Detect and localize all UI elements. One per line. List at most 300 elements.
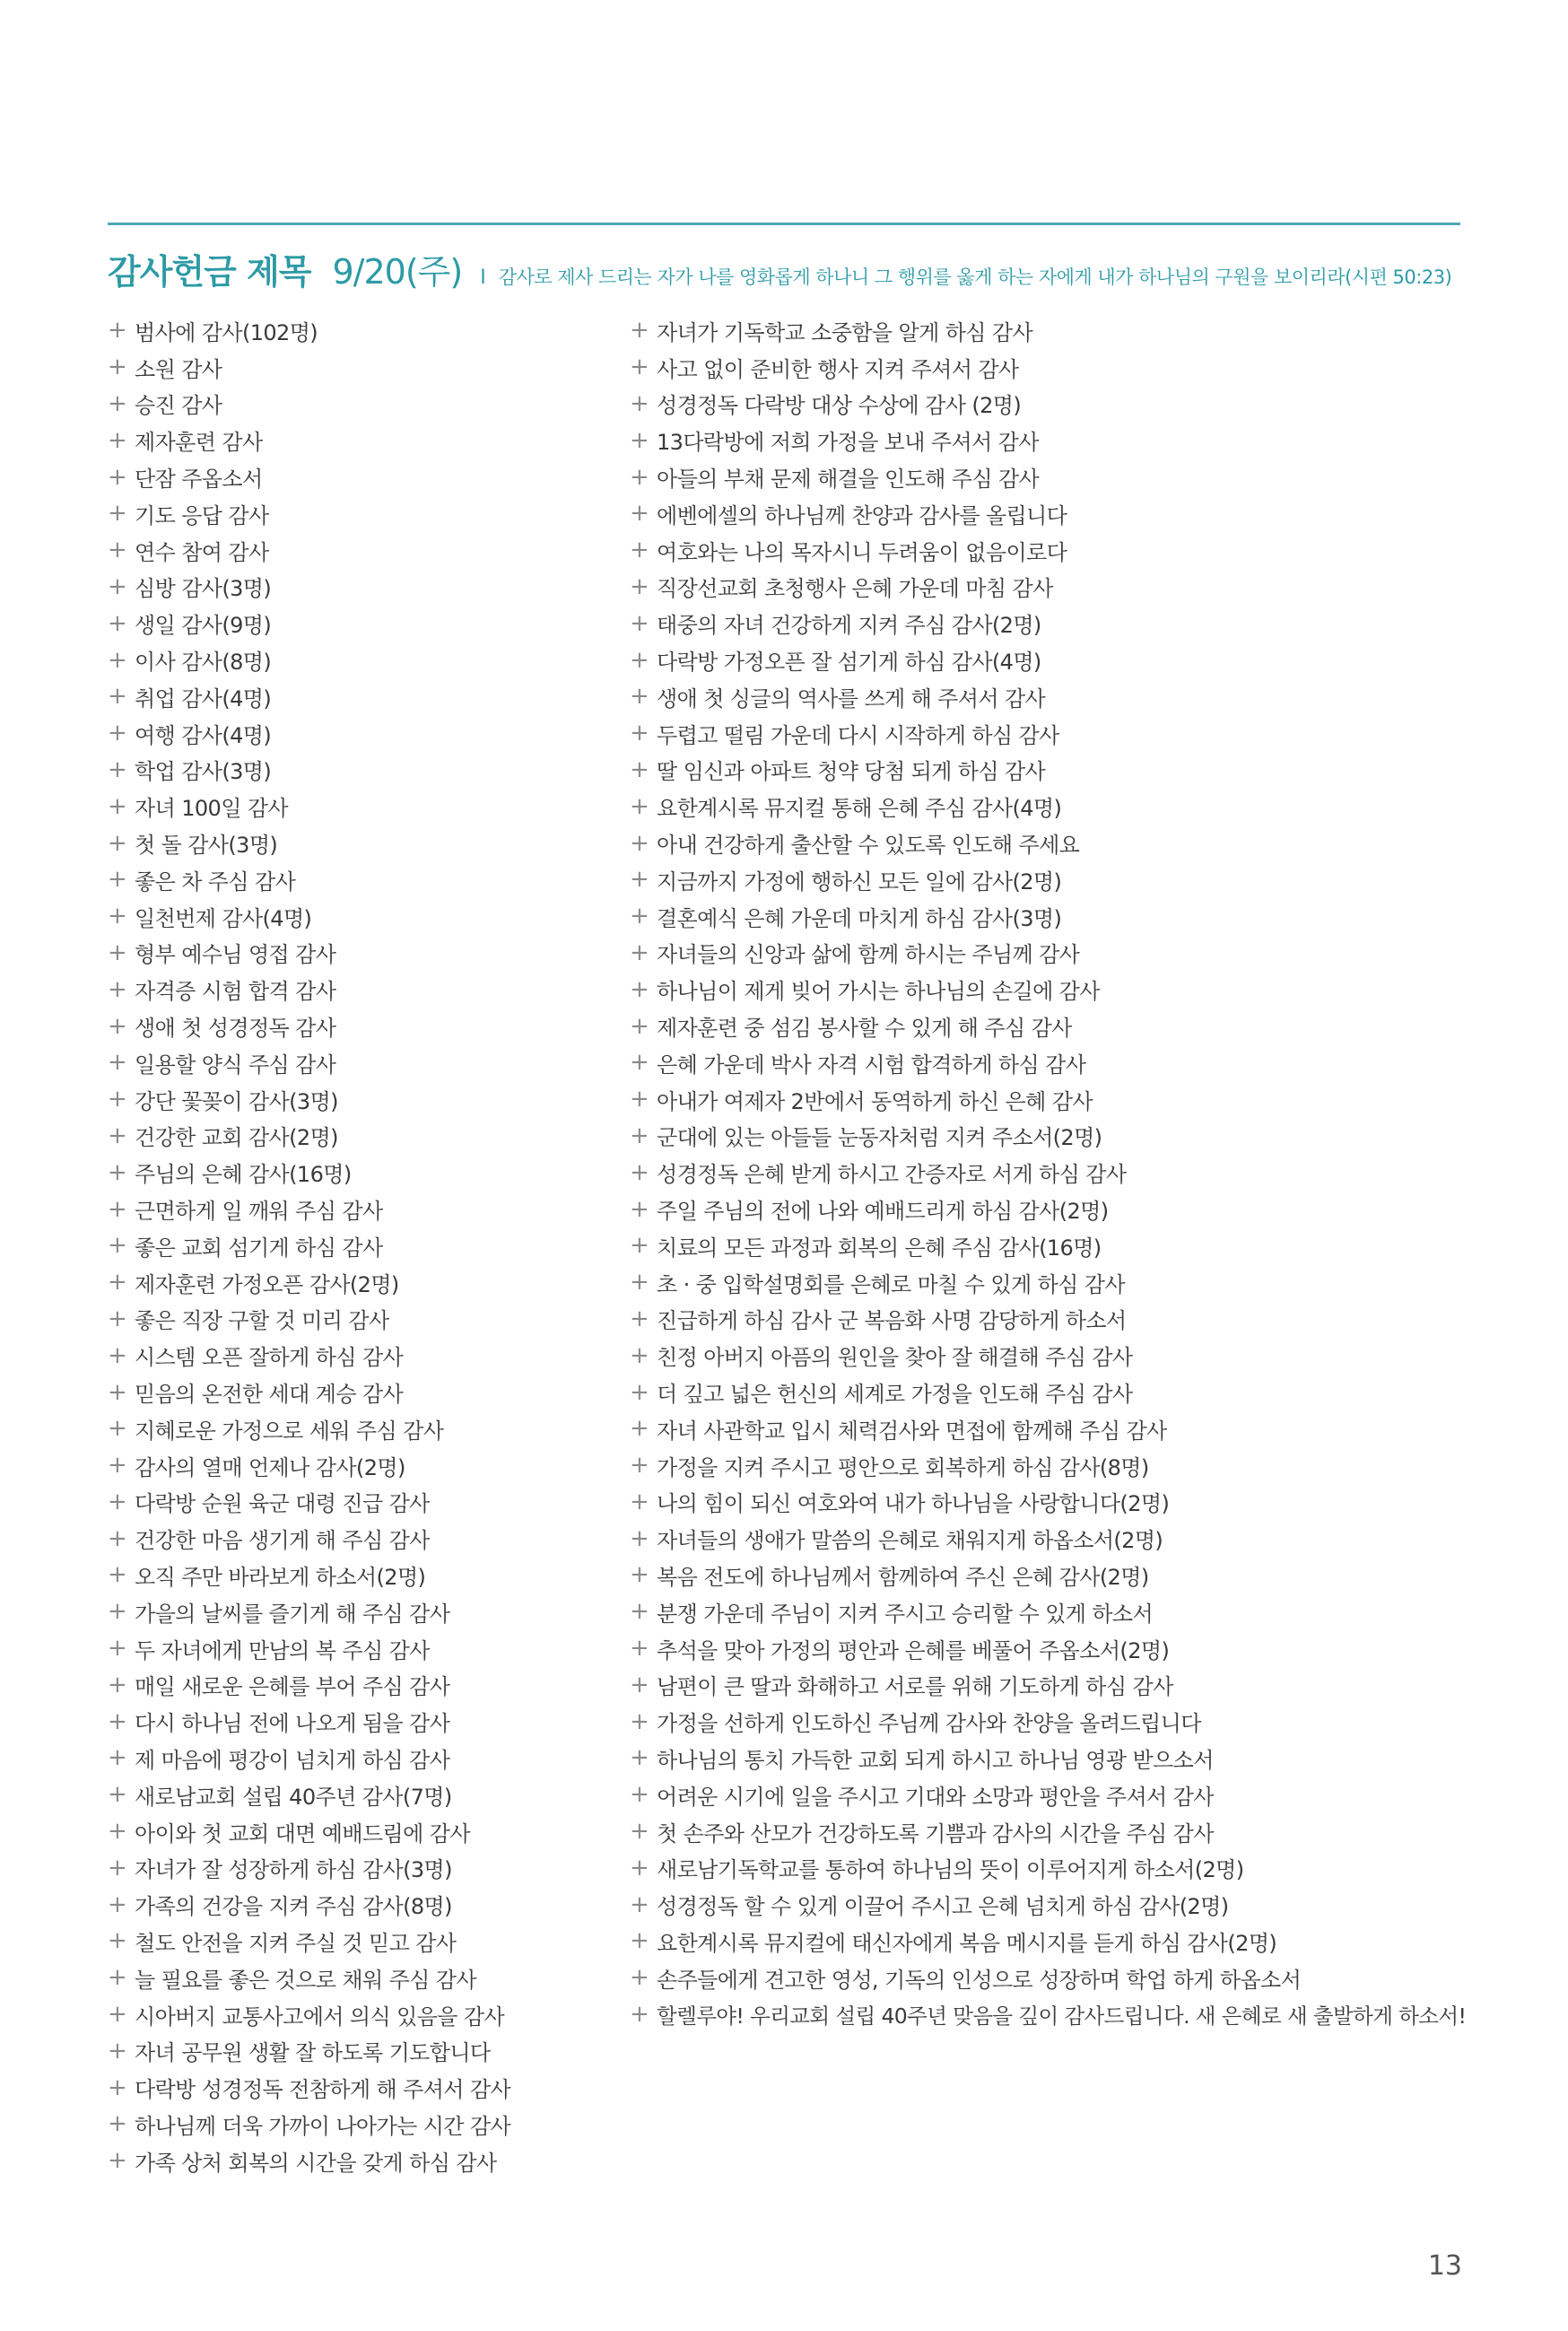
plus-icon: + bbox=[108, 389, 127, 417]
list-item-text: 더 깊고 넓은 헌신의 세계로 가정을 인도해 주심 감사 bbox=[657, 1382, 1133, 1407]
list-item-text: 생일 감사(9명) bbox=[135, 613, 272, 639]
list-item-text: 주일 주님의 전에 나와 예배드리게 하심 감사(2명) bbox=[657, 1199, 1109, 1225]
list-item-text: 아들의 부채 문제 해결을 인도해 주심 감사 bbox=[657, 467, 1040, 493]
plus-icon: + bbox=[108, 2147, 127, 2175]
plus-icon: + bbox=[108, 1232, 127, 1260]
plus-icon: + bbox=[630, 829, 649, 857]
list-item-text: 범사에 감사(102명) bbox=[135, 319, 318, 345]
plus-icon: + bbox=[630, 1415, 649, 1443]
list-item bbox=[630, 1557, 1473, 1593]
plus-icon: + bbox=[630, 1122, 649, 1149]
list-item bbox=[630, 971, 1473, 1008]
page-number: 13 bbox=[1427, 2250, 1462, 2282]
plus-icon: + bbox=[108, 1086, 127, 1113]
plus-icon: + bbox=[630, 1524, 649, 1552]
list-item bbox=[630, 312, 1473, 349]
list-item-text: 직장선교회 초청행사 은혜 가운데 마침 감사 bbox=[657, 576, 1053, 602]
list-item bbox=[630, 898, 1473, 935]
plus-icon: + bbox=[630, 683, 649, 711]
plus-icon: + bbox=[108, 1269, 127, 1296]
plus-icon: + bbox=[108, 1781, 127, 1809]
plus-icon: + bbox=[108, 646, 127, 674]
list-item bbox=[108, 1374, 610, 1410]
list-item-text: 형부 예수님 영접 감사 bbox=[135, 942, 336, 968]
list-item-text: 하나님께 더욱 가까이 나아가는 시간 감사 bbox=[135, 2113, 511, 2139]
list-item bbox=[108, 1777, 610, 1813]
list-item-text: 제자훈련 감사 bbox=[135, 430, 263, 456]
list-item-text: 지혜로운 가정으로 세워 주심 감사 bbox=[135, 1418, 444, 1444]
list-item bbox=[630, 1996, 1473, 2033]
plus-icon: + bbox=[108, 426, 127, 454]
plus-icon: + bbox=[630, 1598, 649, 1626]
plus-icon: + bbox=[630, 939, 649, 966]
list-item bbox=[630, 1484, 1473, 1521]
list-item bbox=[108, 605, 610, 642]
plus-icon: + bbox=[630, 975, 649, 1003]
plus-icon: + bbox=[630, 1378, 649, 1406]
header-separator: I bbox=[480, 266, 486, 289]
left-column-list bbox=[108, 312, 610, 2179]
list-item bbox=[108, 349, 610, 386]
plus-icon: + bbox=[108, 903, 127, 930]
list-item-text: 가정을 지켜 주시고 평안으로 회복하게 하심 감사(8명) bbox=[657, 1454, 1149, 1480]
list-item bbox=[108, 458, 610, 495]
list-item-text: 자녀가 기독학교 소중함을 알게 하심 감사 bbox=[657, 319, 1033, 345]
list-item-text: 하나님이 제게 빚어 가시는 하나님의 손길에 감사 bbox=[657, 979, 1100, 1005]
plus-icon: + bbox=[108, 572, 127, 600]
list-item-text: 이사 감사(8명) bbox=[135, 650, 272, 676]
list-item bbox=[630, 605, 1473, 642]
list-item-text: 주님의 은혜 감사(16명) bbox=[135, 1162, 352, 1188]
list-item-text: 철도 안전을 지켜 주실 것 믿고 감사 bbox=[135, 1930, 457, 1956]
plus-icon: + bbox=[108, 2001, 127, 2029]
plus-icon: + bbox=[630, 389, 649, 417]
list-item bbox=[108, 2032, 610, 2069]
list-item bbox=[108, 1410, 610, 1447]
plus-icon: + bbox=[630, 866, 649, 894]
list-item bbox=[630, 1374, 1473, 1410]
plus-icon: + bbox=[108, 1927, 127, 1955]
plus-icon: + bbox=[630, 1488, 649, 1515]
list-item-text: 좋은 교회 섬기게 하심 감사 bbox=[135, 1235, 383, 1261]
list-item-text: 생애 첫 성경정독 감사 bbox=[135, 1016, 336, 1042]
list-item bbox=[108, 752, 610, 789]
list-item bbox=[108, 1923, 610, 1960]
list-item-text: 성경정독 할 수 있게 이끌어 주시고 은혜 넘치게 하심 감사(2명) bbox=[657, 1894, 1229, 1920]
list-item-text: 늘 필요를 좋은 것으로 채워 주심 감사 bbox=[135, 1967, 476, 1993]
list-item bbox=[630, 1666, 1473, 1703]
plus-icon: + bbox=[108, 829, 127, 857]
list-item bbox=[630, 1301, 1473, 1338]
list-item bbox=[630, 1740, 1473, 1777]
bible-verse: 감사로 제사 드리는 자가 나를 영화롭게 하나니 그 행위를 옳게 하는 자에게 내가 하나님의 구원을 보이리라(시편 50:23) bbox=[498, 266, 1452, 288]
list-item bbox=[108, 1008, 610, 1044]
list-item bbox=[630, 642, 1473, 678]
list-item bbox=[630, 1923, 1473, 1960]
plus-icon: + bbox=[630, 755, 649, 783]
list-item-text: 성경정독 은혜 받게 하시고 간증자로 서게 하심 감사 bbox=[657, 1162, 1127, 1188]
plus-icon: + bbox=[108, 1378, 127, 1406]
list-item bbox=[630, 1886, 1473, 1923]
list-item bbox=[630, 1849, 1473, 1886]
plus-icon: + bbox=[630, 500, 649, 528]
plus-icon: + bbox=[108, 2037, 127, 2065]
list-item bbox=[630, 1154, 1473, 1191]
plus-icon: + bbox=[630, 2001, 649, 2029]
plus-icon: + bbox=[630, 1195, 649, 1223]
plus-icon: + bbox=[108, 975, 127, 1003]
list-item-text: 딸 임신과 아파트 청약 당첨 되게 하심 감사 bbox=[657, 759, 1046, 785]
list-item bbox=[108, 1703, 610, 1740]
list-item bbox=[108, 1593, 610, 1630]
list-item-text: 자녀가 잘 성장하게 하심 감사(3명) bbox=[135, 1857, 452, 1883]
plus-icon: + bbox=[108, 537, 127, 564]
list-item bbox=[108, 1301, 610, 1338]
list-item-text: 가족 상처 회복의 시간을 갖게 하심 감사 bbox=[135, 2150, 497, 2176]
list-item bbox=[630, 1593, 1473, 1630]
list-item bbox=[108, 1520, 610, 1557]
list-item bbox=[108, 1227, 610, 1264]
list-item bbox=[630, 1630, 1473, 1667]
list-item-text: 복음 전도에 하나님께서 함께하여 주신 은혜 감사(2명) bbox=[657, 1564, 1149, 1590]
list-item-text: 어려운 시기에 일을 주시고 기대와 소망과 평안을 주셔서 감사 bbox=[657, 1784, 1214, 1810]
list-item-text: 두 자녀에게 만남의 복 주심 감사 bbox=[135, 1637, 430, 1663]
list-item-text: 성경정독 다락방 대상 수상에 감사 (2명) bbox=[657, 393, 1022, 419]
plus-icon: + bbox=[108, 1561, 127, 1589]
list-item-text: 가정을 선하게 인도하신 주님께 감사와 찬양을 올려드립니다 bbox=[657, 1711, 1201, 1737]
list-item bbox=[630, 1118, 1473, 1155]
list-item-text: 에벤에셀의 하나님께 찬양과 감사를 올립니다 bbox=[657, 502, 1067, 528]
list-item bbox=[108, 2143, 610, 2179]
plus-icon: + bbox=[108, 1305, 127, 1332]
list-item bbox=[630, 1008, 1473, 1044]
list-item-text: 좋은 차 주심 감사 bbox=[135, 869, 296, 895]
plus-icon: + bbox=[630, 1305, 649, 1332]
plus-icon: + bbox=[630, 572, 649, 600]
list-item bbox=[630, 422, 1473, 458]
list-item bbox=[630, 495, 1473, 532]
list-item bbox=[108, 678, 610, 715]
list-item-text: 첫 돌 감사(3명) bbox=[135, 833, 278, 859]
list-item bbox=[108, 1960, 610, 1996]
plus-icon: + bbox=[108, 755, 127, 783]
plus-icon: + bbox=[630, 317, 649, 345]
list-item-text: 새로남기독학교를 통하여 하나님의 뜻이 이루어지게 하소서(2명) bbox=[657, 1857, 1244, 1883]
list-item bbox=[630, 715, 1473, 752]
header-rule bbox=[108, 223, 1460, 225]
list-item bbox=[630, 1813, 1473, 1850]
list-item bbox=[108, 569, 610, 606]
plus-icon: + bbox=[630, 537, 649, 564]
list-item-text: 소원 감사 bbox=[135, 356, 222, 382]
list-item bbox=[630, 1337, 1473, 1374]
list-item-text: 일천번제 감사(4명) bbox=[135, 905, 312, 931]
plus-icon: + bbox=[108, 1854, 127, 1881]
plus-icon: + bbox=[108, 792, 127, 820]
list-item bbox=[630, 788, 1473, 825]
list-item-text: 시아버지 교통사고에서 의식 있음을 감사 bbox=[135, 2004, 505, 2030]
plus-icon: + bbox=[108, 317, 127, 345]
list-item-text: 일용할 양식 주심 감사 bbox=[135, 1052, 336, 1078]
list-item-text: 자녀 100일 감사 bbox=[135, 796, 288, 822]
plus-icon: + bbox=[630, 1854, 649, 1881]
list-item-text: 건강한 교회 감사(2명) bbox=[135, 1125, 338, 1151]
plus-icon: + bbox=[630, 1744, 649, 1772]
plus-icon: + bbox=[630, 1341, 649, 1369]
list-item bbox=[630, 1447, 1473, 1484]
list-item bbox=[108, 1264, 610, 1301]
plus-icon: + bbox=[630, 903, 649, 930]
list-item-text: 진급하게 하심 감사 군 복음화 사명 감당하게 하소서 bbox=[657, 1308, 1127, 1334]
list-item-text: 매일 새로운 은혜를 부어 주심 감사 bbox=[135, 1674, 450, 1700]
list-item bbox=[630, 349, 1473, 386]
plus-icon: + bbox=[630, 1707, 649, 1735]
list-item-text: 연수 참여 감사 bbox=[135, 539, 269, 565]
plus-icon: + bbox=[630, 1561, 649, 1589]
plus-icon: + bbox=[108, 609, 127, 637]
list-item bbox=[108, 715, 610, 752]
list-item bbox=[630, 1520, 1473, 1557]
plus-icon: + bbox=[108, 1122, 127, 1149]
list-item bbox=[630, 861, 1473, 898]
list-item-text: 태중의 자녀 건강하게 지켜 주심 감사(2명) bbox=[657, 613, 1041, 639]
page-header bbox=[108, 244, 1471, 292]
list-item bbox=[630, 1410, 1473, 1447]
list-item bbox=[108, 312, 610, 349]
list-item bbox=[630, 1960, 1473, 1996]
list-item bbox=[108, 1484, 610, 1521]
list-item-text: 취업 감사(4명) bbox=[135, 685, 272, 712]
plus-icon: + bbox=[108, 1598, 127, 1626]
list-item bbox=[108, 935, 610, 972]
plus-icon: + bbox=[108, 1818, 127, 1846]
list-item-text: 승진 감사 bbox=[135, 393, 222, 419]
list-item-text: 나의 힘이 되신 여호와여 내가 하나님을 사랑합니다(2명) bbox=[657, 1491, 1170, 1517]
plus-icon: + bbox=[630, 1890, 649, 1918]
list-item bbox=[108, 495, 610, 532]
plus-icon: + bbox=[630, 720, 649, 747]
plus-icon: + bbox=[630, 354, 649, 381]
plus-icon: + bbox=[630, 1232, 649, 1260]
list-item-text: 첫 손주와 산모가 건강하도록 기쁨과 감사의 시간을 주심 감사 bbox=[657, 1820, 1214, 1846]
plus-icon: + bbox=[630, 1927, 649, 1955]
list-item bbox=[108, 1337, 610, 1374]
list-item bbox=[630, 532, 1473, 569]
list-item bbox=[630, 935, 1473, 972]
list-item-text: 제 마음에 평강이 넘치게 하심 감사 bbox=[135, 1747, 450, 1773]
list-item-text: 분쟁 가운데 주님이 지켜 주시고 승리할 수 있게 하소서 bbox=[657, 1601, 1154, 1627]
list-item-text: 자녀들의 생애가 말씀의 은혜로 채워지게 하옵소서(2명) bbox=[657, 1528, 1163, 1554]
list-item bbox=[108, 1849, 610, 1886]
list-item bbox=[108, 532, 610, 569]
plus-icon: + bbox=[630, 1964, 649, 1992]
list-item bbox=[108, 1081, 610, 1118]
plus-icon: + bbox=[108, 500, 127, 528]
list-item bbox=[108, 1886, 610, 1923]
list-item-text: 할렐루야! 우리교회 설립 40주년 맞음을 깊이 감사드립니다. 새 은혜로 새 출발하게 하소서! bbox=[657, 2004, 1467, 2030]
list-item bbox=[108, 971, 610, 1008]
list-item bbox=[108, 642, 610, 678]
list-item-text: 추석을 맞아 가정의 평안과 은혜를 베풀어 주옵소서(2명) bbox=[657, 1637, 1170, 1663]
list-item-text: 기도 응답 감사 bbox=[135, 502, 269, 528]
plus-icon: + bbox=[108, 1158, 127, 1186]
list-item-text: 자녀 공무원 생활 잘 하도록 기도합니다 bbox=[135, 2040, 491, 2066]
plus-icon: + bbox=[108, 720, 127, 747]
list-item bbox=[108, 1996, 610, 2033]
list-item bbox=[108, 1447, 610, 1484]
list-item bbox=[630, 752, 1473, 789]
list-item bbox=[630, 1044, 1473, 1081]
list-item bbox=[108, 1154, 610, 1191]
list-item bbox=[108, 1118, 610, 1155]
list-item bbox=[630, 1264, 1473, 1301]
list-item-text: 다락방 가정오픈 잘 섬기게 하심 감사(4명) bbox=[657, 650, 1041, 676]
list-item bbox=[108, 1666, 610, 1703]
list-item-text: 요한계시록 뮤지컬에 태신자에게 복음 메시지를 듣게 하심 감사(2명) bbox=[657, 1930, 1277, 1956]
list-item bbox=[630, 458, 1473, 495]
list-item-text: 군대에 있는 아들들 눈동자처럼 지켜 주소서(2명) bbox=[657, 1125, 1102, 1151]
list-item-text: 생애 첫 싱글의 역사를 쓰게 해 주셔서 감사 bbox=[657, 685, 1046, 712]
list-item-text: 아내가 여제자 2반에서 동역하게 하신 은혜 감사 bbox=[657, 1088, 1093, 1114]
list-item-text: 요한계시록 뮤지컬 통해 은혜 주심 감사(4명) bbox=[657, 796, 1062, 822]
list-item bbox=[630, 1227, 1473, 1264]
list-item bbox=[630, 1777, 1473, 1813]
plus-icon: + bbox=[108, 1890, 127, 1918]
list-item-text: 사고 없이 준비한 행사 지켜 주셔서 감사 bbox=[657, 356, 1019, 382]
plus-icon: + bbox=[630, 1158, 649, 1186]
list-item-text: 제자훈련 가정오픈 감사(2명) bbox=[135, 1271, 399, 1297]
plus-icon: + bbox=[630, 1635, 649, 1663]
plus-icon: + bbox=[630, 1671, 649, 1698]
list-item-text: 근면하게 일 깨워 주심 감사 bbox=[135, 1199, 383, 1225]
plus-icon: + bbox=[108, 939, 127, 966]
plus-icon: + bbox=[108, 1671, 127, 1698]
list-item-text: 가을의 날씨를 즐기게 해 주심 감사 bbox=[135, 1601, 450, 1627]
list-item bbox=[108, 898, 610, 935]
plus-icon: + bbox=[108, 1635, 127, 1663]
plus-icon: + bbox=[630, 1049, 649, 1077]
list-item-text: 가족의 건강을 지켜 주심 감사(8명) bbox=[135, 1894, 452, 1920]
list-item-text: 자격증 시험 합격 감사 bbox=[135, 979, 336, 1005]
list-item-text: 은혜 가운데 박사 자격 시험 합격하게 하심 감사 bbox=[657, 1052, 1086, 1078]
list-item-text: 좋은 직장 구할 것 미리 감사 bbox=[135, 1308, 389, 1334]
list-item bbox=[108, 861, 610, 898]
list-item-text: 초 · 중 입학설명회를 은혜로 마칠 수 있게 하심 감사 bbox=[657, 1271, 1125, 1297]
list-item bbox=[108, 1813, 610, 1850]
plus-icon: + bbox=[630, 1818, 649, 1846]
list-item bbox=[630, 1191, 1473, 1227]
list-item-text: 결혼예식 은혜 가운데 마치게 하심 감사(3명) bbox=[657, 905, 1062, 931]
plus-icon: + bbox=[630, 1781, 649, 1809]
list-item bbox=[630, 386, 1473, 423]
list-item-text: 시스템 오픈 잘하게 하심 감사 bbox=[135, 1345, 404, 1371]
list-item bbox=[108, 825, 610, 861]
list-item bbox=[108, 422, 610, 458]
list-item-text: 건강한 마음 생기게 해 주심 감사 bbox=[135, 1528, 430, 1554]
list-item-text: 학업 감사(3명) bbox=[135, 759, 272, 785]
list-item-text: 자녀들의 신앙과 삶에 함께 하시는 주님께 감사 bbox=[657, 942, 1080, 968]
plus-icon: + bbox=[630, 1012, 649, 1040]
list-item bbox=[630, 678, 1473, 715]
list-item bbox=[630, 569, 1473, 606]
list-item-text: 다락방 성경정독 전참하게 해 주셔서 감사 bbox=[135, 2077, 511, 2103]
list-item-text: 하나님의 통치 가득한 교회 되게 하시고 하나님 영광 받으소서 bbox=[657, 1747, 1214, 1773]
plus-icon: + bbox=[108, 1488, 127, 1515]
list-item-text: 손주들에게 견고한 영성, 기독의 인성으로 성장하며 학업 하게 하옵소서 bbox=[657, 1967, 1302, 1993]
list-item bbox=[108, 1191, 610, 1227]
plus-icon: + bbox=[108, 1744, 127, 1772]
list-item-text: 친정 아버지 아픔의 원인을 찾아 잘 해결해 주심 감사 bbox=[657, 1345, 1133, 1371]
plus-icon: + bbox=[630, 1269, 649, 1296]
plus-icon: + bbox=[108, 683, 127, 711]
list-item-text: 남편이 큰 딸과 화해하고 서로를 위해 기도하게 하심 감사 bbox=[657, 1674, 1173, 1700]
list-item bbox=[108, 1557, 610, 1593]
service-date: 9/20(주) bbox=[332, 252, 463, 292]
list-item bbox=[108, 788, 610, 825]
plus-icon: + bbox=[630, 463, 649, 491]
list-item-text: 오직 주만 바라보게 하소서(2명) bbox=[135, 1564, 426, 1590]
list-item-text: 감사의 열매 언제나 감사(2명) bbox=[135, 1454, 405, 1480]
plus-icon: + bbox=[108, 866, 127, 894]
list-item bbox=[108, 1740, 610, 1777]
plus-icon: + bbox=[108, 463, 127, 491]
list-item bbox=[108, 2106, 610, 2143]
list-item bbox=[630, 1081, 1473, 1118]
list-item-text: 13다락방에 저희 가정을 보내 주셔서 감사 bbox=[657, 430, 1039, 456]
list-item bbox=[630, 1703, 1473, 1740]
list-item-text: 강단 꽃꽂이 감사(3명) bbox=[135, 1088, 338, 1114]
plus-icon: + bbox=[630, 1086, 649, 1113]
plus-icon: + bbox=[108, 2110, 127, 2138]
plus-icon: + bbox=[108, 1964, 127, 1992]
plus-icon: + bbox=[108, 1195, 127, 1223]
plus-icon: + bbox=[108, 2073, 127, 2101]
list-item bbox=[108, 1044, 610, 1081]
list-item-text: 여행 감사(4명) bbox=[135, 722, 272, 748]
plus-icon: + bbox=[630, 792, 649, 820]
list-item bbox=[630, 825, 1473, 861]
list-item-text: 아이와 첫 교회 대면 예배드림에 감사 bbox=[135, 1820, 470, 1846]
list-item-text: 치료의 모든 과정과 회복의 은혜 주심 감사(16명) bbox=[657, 1235, 1102, 1261]
plus-icon: + bbox=[108, 1012, 127, 1040]
list-item bbox=[108, 1630, 610, 1667]
right-column-list bbox=[630, 312, 1473, 2032]
plus-icon: + bbox=[108, 1452, 127, 1480]
list-item-text: 두렵고 떨림 가운데 다시 시작하게 하심 감사 bbox=[657, 722, 1059, 748]
plus-icon: + bbox=[630, 1452, 649, 1480]
plus-icon: + bbox=[108, 1049, 127, 1077]
list-item-text: 여호와는 나의 목자시니 두려움이 없음이로다 bbox=[657, 539, 1067, 565]
list-item-text: 믿음의 온전한 세대 계승 감사 bbox=[135, 1382, 404, 1407]
plus-icon: + bbox=[630, 646, 649, 674]
plus-icon: + bbox=[108, 354, 127, 381]
list-item-text: 다시 하나님 전에 나오게 됨을 감사 bbox=[135, 1711, 450, 1737]
list-item-text: 단잠 주옵소서 bbox=[135, 467, 263, 493]
plus-icon: + bbox=[630, 609, 649, 637]
list-item-text: 심방 감사(3명) bbox=[135, 576, 272, 602]
list-item-text: 자녀 사관학교 입시 체력검사와 면접에 함께해 주심 감사 bbox=[657, 1418, 1167, 1444]
list-item-text: 제자훈련 중 섬김 봉사할 수 있게 해 주심 감사 bbox=[657, 1016, 1072, 1042]
list-item bbox=[108, 386, 610, 423]
page-title: 감사헌금 제목 bbox=[108, 252, 311, 292]
plus-icon: + bbox=[108, 1707, 127, 1735]
list-item bbox=[108, 2069, 610, 2106]
plus-icon: + bbox=[630, 426, 649, 454]
plus-icon: + bbox=[108, 1524, 127, 1552]
list-item-text: 지금까지 가정에 행하신 모든 일에 감사(2명) bbox=[657, 869, 1062, 895]
list-item-text: 다락방 순원 육군 대령 진급 감사 bbox=[135, 1491, 430, 1517]
list-item-text: 아내 건강하게 출산할 수 있도록 인도해 주세요 bbox=[657, 833, 1080, 859]
